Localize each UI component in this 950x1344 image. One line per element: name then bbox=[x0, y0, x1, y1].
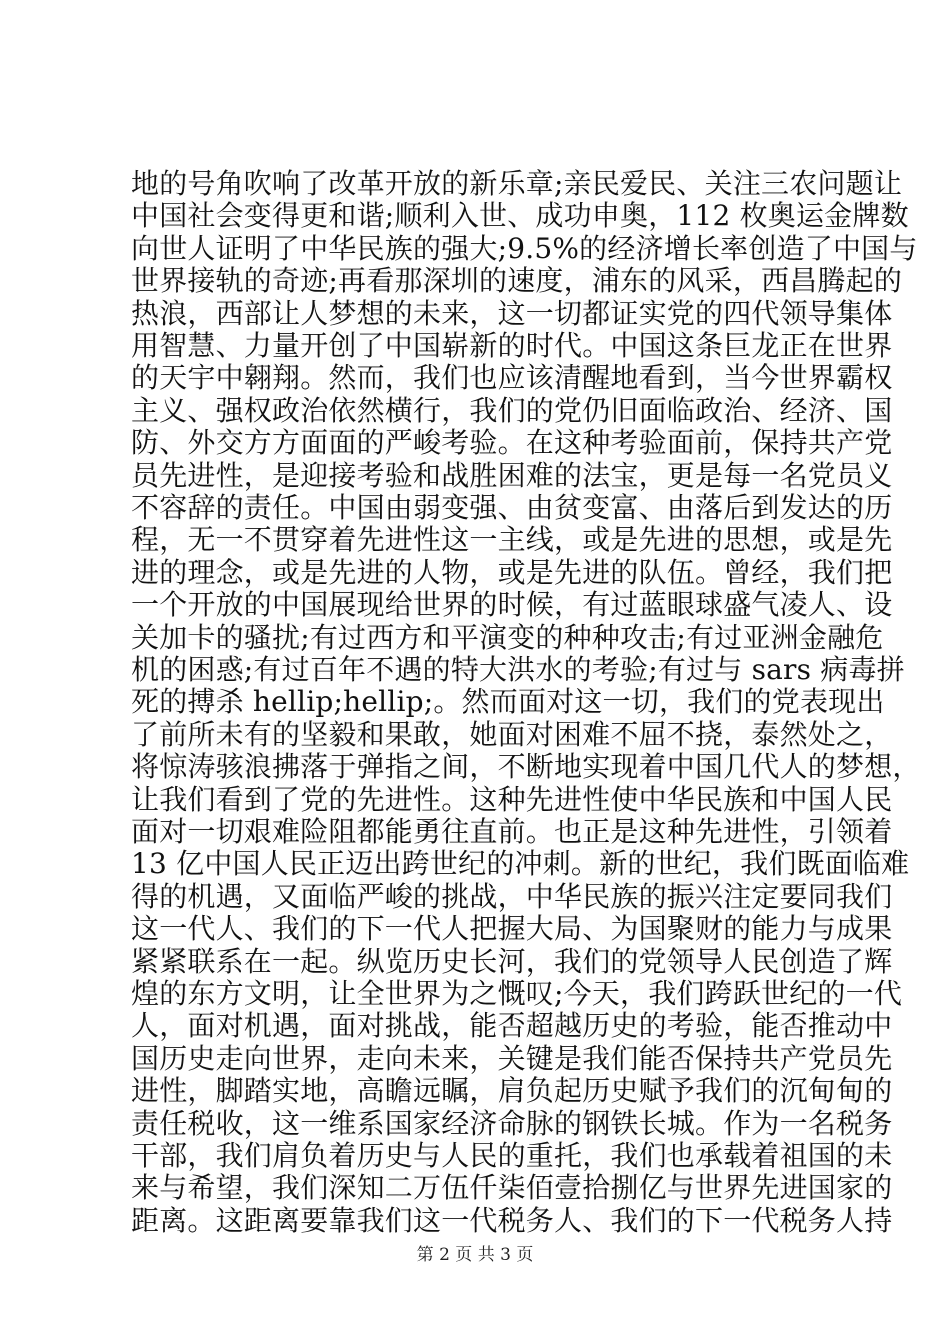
body-text-line: 人，面对机遇，面对挑战，能否超越历史的考验，能否推动中 bbox=[131, 1009, 893, 1043]
body-text-line: 向世人证明了中华民族的强大;9.5%的经济增长率创造了中国与 bbox=[131, 231, 918, 265]
body-text-line: 员先进性，是迎接考验和战胜困难的法宝，更是每一名党员义 bbox=[131, 458, 893, 492]
body-text-line: 死的搏杀 hellip;hellip;。然而面对这一切，我们的党表现出 bbox=[131, 685, 885, 719]
body-text-line: 面对一切艰难险阻都能勇往直前。也正是这种先进性，引领着 bbox=[131, 815, 893, 848]
body-text-line: 让我们看到了党的先进性。这种先进性使中华民族和中国人民 bbox=[131, 782, 893, 816]
body-text-line: 不容辞的责任。中国由弱变强、由贫变富、由落后到发达的历 bbox=[131, 491, 893, 524]
body-text-line: 国历史走向世界，走向未来，关键是我们能否保持共产党员先 bbox=[131, 1041, 893, 1075]
page-footer: 第 2 页 共 3 页 bbox=[416, 1245, 534, 1265]
body-text-line: 的天宇中翱翔。然而，我们也应该清醒地看到，当今世界霸权 bbox=[131, 361, 893, 395]
body-text-line: 来与希望，我们深知二万伍仟柒佰壹拾捌亿与世界先进国家的 bbox=[131, 1171, 893, 1205]
body-text-line: 地的号角吹响了改革开放的新乐章;亲民爱民、关注三农问题让 bbox=[131, 167, 903, 200]
body-text-line: 得的机遇，又面临严峻的挑战，中华民族的振兴注定要同我们 bbox=[131, 879, 893, 913]
body-text-line: 了前所未有的坚毅和果敢，她面对困难不屈不挠，泰然处之， bbox=[131, 717, 893, 751]
body-text-line: 进性，脚踏实地，高瞻远瞩，肩负起历史赋予我们的沉甸甸的 bbox=[131, 1074, 893, 1108]
body-text-line: 13 亿中国人民正迈出跨世纪的冲刺。新的世纪，我们既面临难 bbox=[131, 847, 910, 881]
body-text-line: 紧紧联系在一起。纵览历史长河，我们的党领导人民创造了辉 bbox=[131, 944, 893, 978]
body-text-line: 世界接轨的奇迹;再看那深圳的速度，浦东的风采，西昌腾起的 bbox=[131, 264, 903, 298]
body-text-line: 距离。这距离要靠我们这一代税务人、我们的下一代税务人持 bbox=[131, 1203, 893, 1237]
body-text-line: 机的困惑;有过百年不遇的特大洪水的考验;有过与 sars 病毒拼 bbox=[131, 653, 905, 686]
body-text-line: 将惊涛骇浪拂落于弹指之间，不断地实现着中国几代人的梦想， bbox=[131, 750, 921, 784]
body-text-line: 关加卡的骚扰;有过西方和平演变的种种攻击;有过亚洲金融危 bbox=[131, 620, 884, 654]
body-text-line: 进的理念，或是先进的人物，或是先进的队伍。曾经，我们把 bbox=[131, 555, 893, 589]
body-text-line: 主义、强权政治依然横行，我们的党仍旧面临政治、经济、国 bbox=[131, 393, 893, 427]
body-text-line: 防、外交方方面面的严峻考验。在这种考验面前，保持共产党 bbox=[131, 426, 893, 460]
body-text-line: 煌的东方文明，让全世界为之慨叹;今天，我们跨跃世纪的一代 bbox=[131, 977, 903, 1010]
body-text-line: 一个开放的中国展现给世界的时候，有过蓝眼球盛气凌人、设 bbox=[131, 588, 893, 622]
body-text-line: 责任税收，这一维系国家经济命脉的钢铁长城。作为一名税务 bbox=[131, 1106, 893, 1140]
body-text-line: 中国社会变得更和谐;顺利入世、成功申奥，112 枚奥运金牌数 bbox=[131, 199, 909, 233]
body-text-line: 程，无一不贯穿着先进性这一主线，或是先进的思想，或是先 bbox=[131, 523, 893, 557]
body-text-line: 用智慧、力量开创了中国崭新的时代。中国这条巨龙正在世界 bbox=[131, 329, 893, 362]
body-text-line: 这一代人、我们的下一代人把握大局、为国聚财的能力与成果 bbox=[131, 912, 893, 946]
body-text-line: 干部，我们肩负着历史与人民的重托，我们也承载着祖国的未 bbox=[131, 1139, 893, 1172]
body-text-line: 热浪，西部让人梦想的未来，这一切都证实党的四代领导集体 bbox=[131, 296, 893, 330]
